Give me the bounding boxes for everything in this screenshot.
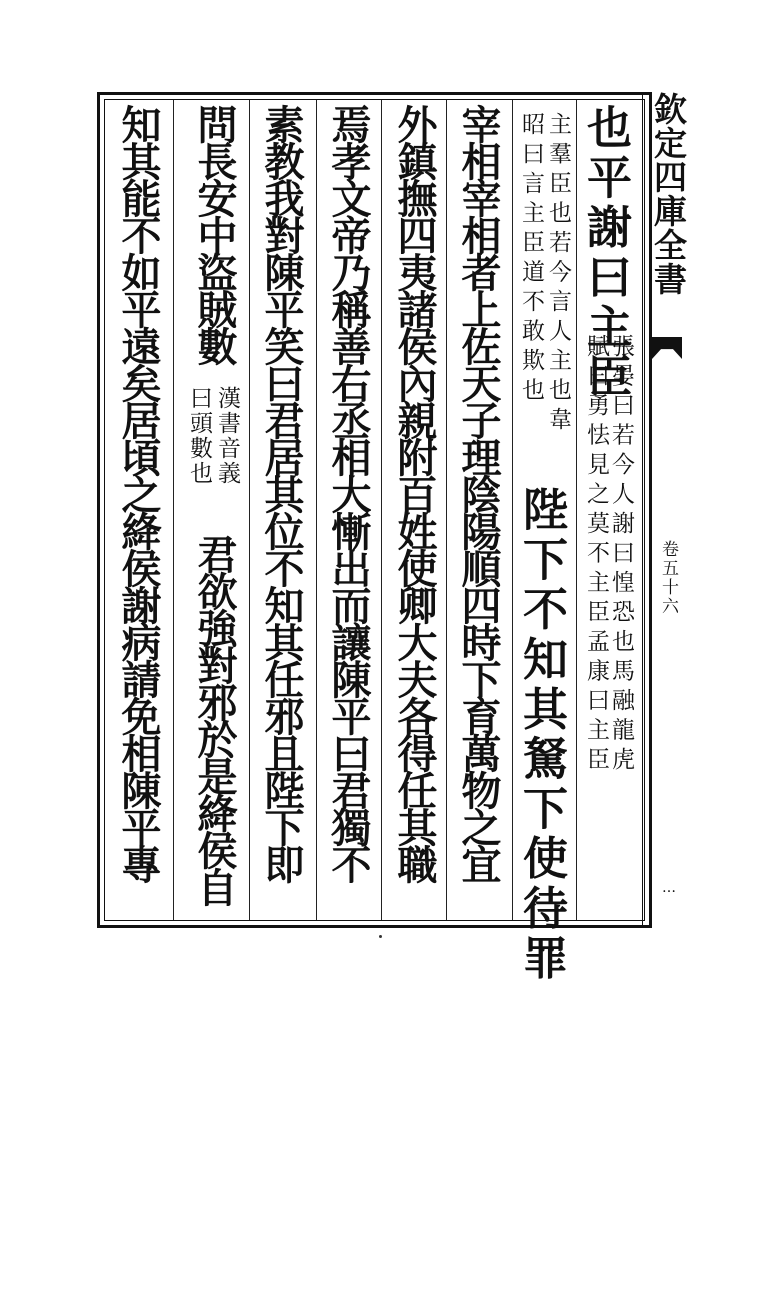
text-column-1-note-left: 賦曰勇怯見之莫不主臣孟康曰主臣 bbox=[583, 334, 609, 777]
text-column-7-main-a: 問長安中盜賊數 bbox=[191, 104, 238, 363]
column-rule bbox=[512, 100, 513, 920]
column-rule bbox=[316, 100, 317, 920]
page-speck bbox=[379, 935, 382, 938]
text-column-2-note-left: 昭曰言主臣道不敢欺也 bbox=[518, 112, 544, 407]
volume-label: 卷五十六 bbox=[658, 540, 678, 616]
column-rule bbox=[381, 100, 382, 920]
column-rule bbox=[576, 100, 577, 920]
margin-column bbox=[650, 92, 686, 928]
text-column-7-note-right: 漢書音義 bbox=[214, 386, 240, 486]
text-column-4-main: 外鎮撫四夷諸侯內親附百姓使卿大夫各得任其職 bbox=[391, 104, 438, 881]
text-column-1-note-right: 張晏曰若今人謝曰惶恐也馬融龍虎 bbox=[608, 334, 634, 777]
text-column-1-main: 也平謝曰主臣 bbox=[579, 104, 632, 403]
text-column-3-main: 宰相宰相者上佐天子理陰陽順四時下育萬物之宜 bbox=[455, 104, 502, 881]
text-column-2-note-right: 主羣臣也若今言人主也韋 bbox=[545, 112, 571, 437]
text-column-6-main: 素教我對陳平笑曰君居其位不知其任邪且陛下即 bbox=[258, 104, 305, 881]
text-column-2-main: 陛下不知其駑下使待罪 bbox=[515, 486, 568, 984]
column-rule bbox=[446, 100, 447, 920]
text-column-5-main: 焉孝文帝乃稱善右丞相大慚出而讓陳平曰君獨不 bbox=[325, 104, 372, 881]
column-rule bbox=[173, 100, 174, 920]
margin-dash: … bbox=[662, 880, 676, 896]
book-title: 欽定四庫全書 bbox=[649, 92, 688, 296]
text-column-7-main-b: 君欲強對邪於是絳侯自 bbox=[191, 534, 238, 904]
text-column-7-note-left: 曰頭數也 bbox=[186, 386, 212, 486]
column-rule bbox=[249, 100, 250, 920]
margin-separator bbox=[642, 92, 649, 928]
fish-tail-mark bbox=[652, 337, 682, 359]
text-column-8-main: 知其能不如平遠矣居頃之絳侯謝病請免相陳平專 bbox=[115, 104, 162, 881]
